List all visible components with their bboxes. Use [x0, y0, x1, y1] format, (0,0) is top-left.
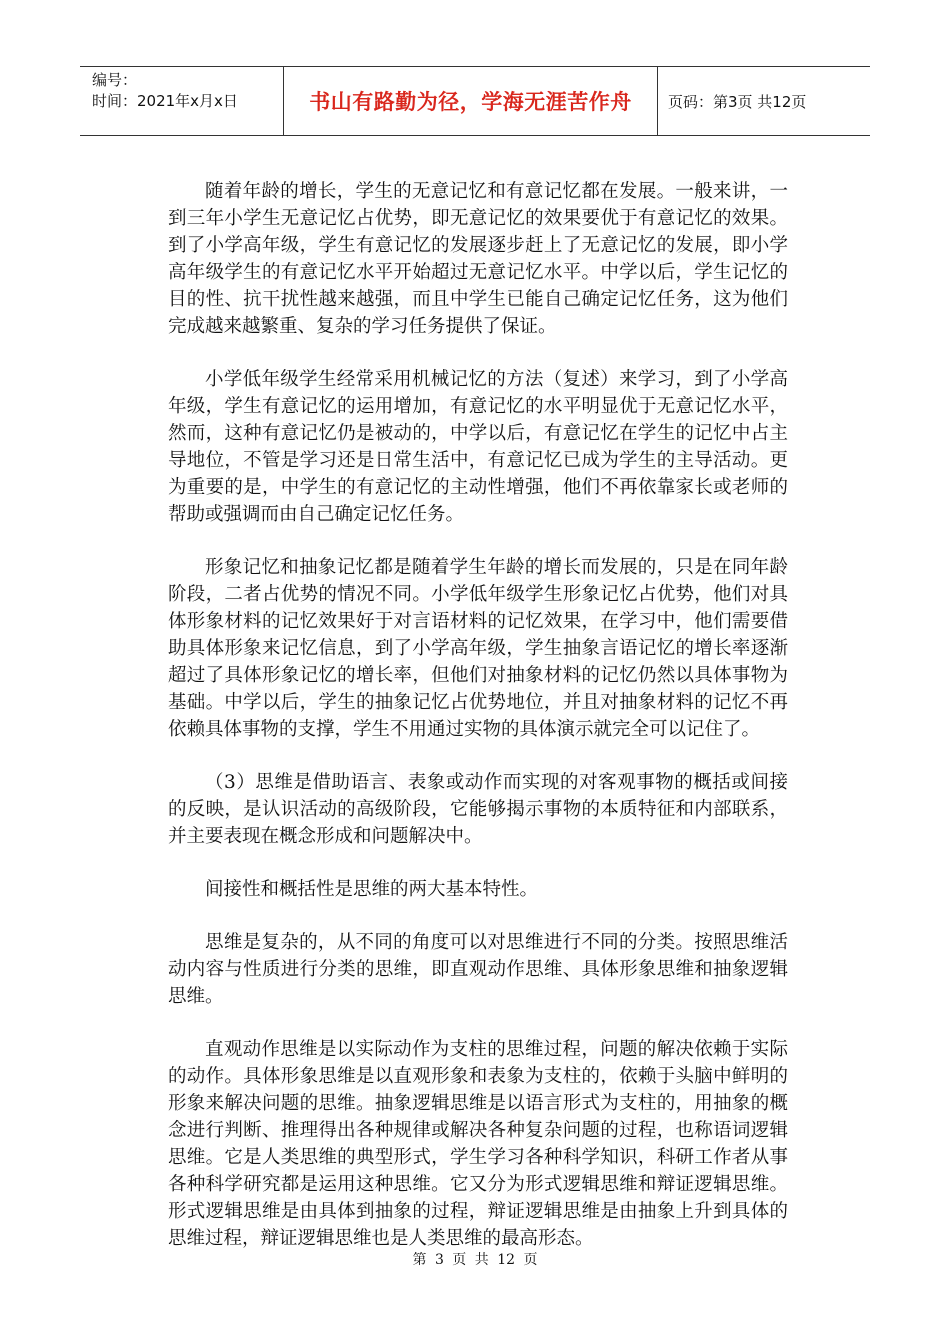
header-page-code: 页码：第3页 共12页	[668, 92, 807, 111]
document-date-label: 时间：2021年x月x日	[92, 92, 238, 110]
paragraph-intentional-memory: 小学低年级学生经常采用机械记忆的方法（复述）来学习，到了小学高年级，学生有意记忆的运用增加，有意记忆的水平明显优于无意记忆水平，然而，这种有意记忆仍是被动的，中学以后，有意记忆在学生的记忆中占主导地位，不管是学习还是日常生活中，有意记忆已成为学生的主导活动。更为重要的是，中学生的有意记忆的主动性增强，他们不再依靠家长或老师的帮助或强调而由自己确定记忆任务。	[168, 369, 788, 525]
paragraph-memory-development: 随着年龄的增长，学生的无意记忆和有意记忆都在发展。一般来讲，一到三年小学生无意记忆占优势，即无意记忆的效果要优于有意记忆的效果。到了小学高年级，学生有意记忆的发展逐步赶上了无意记忆的发展，即小学高年级学生的有意记忆水平开始超过无意记忆水平。中学以后，学生记忆的目的性、抗干扰性越来越强，而且中学生已能自己确定记忆任务，这为他们完成越来越繁重、复杂的学习任务提供了保证。	[168, 181, 788, 337]
paragraph-image-abstract-memory: 形象记忆和抽象记忆都是随着学生年龄的增长而发展的，只是在同年龄阶段，二者占优势的情况不同。小学低年级学生形象记忆占优势，他们对具体形象材料的记忆效果好于对言语材料的记忆效果，在学习中，他们需要借助具体形象来记忆信息，到了小学高年级，学生抽象言语记忆的增长率逐渐超过了具体形象记忆的增长率，但他们对抽象材料的记忆仍然以具体事物为基础。中学以后，学生的抽象记忆占优势地位，并且对抽象材料的记忆不再依赖具体事物的支撑，学生不用通过实物的具体演示就完全可以记住了。	[168, 557, 788, 740]
paragraph-thinking-properties: 间接性和概括性是思维的两大基本特性。	[205, 879, 539, 900]
paragraph-thinking-types: 直观动作思维是以实际动作为支柱的思维过程，问题的解决依赖于实际的动作。具体形象思维是以直观形象和表象为支柱的，依赖于头脑中鲜明的形象来解决问题的思维。抽象逻辑思维是以语言形式为支柱的，用抽象的概念进行判断、推理得出各种规律或解决各种复杂问题的过程，也称语词逻辑思维。它是人类思维的典型形式，学生学习各种科学知识，科研工作者从事各种科学研究都是运用这种思维。它又分为形式逻辑思维和辩证逻辑思维。形式逻辑思维是由具体到抽象的过程，辩证逻辑思维是由抽象上升到具体的思维过程，辩证逻辑思维也是人类思维的最高形态。	[168, 1039, 788, 1249]
document-number-label: 编号：	[92, 71, 138, 89]
header-motto: 书山有路勤为径，学海无涯苦作舟	[284, 67, 658, 135]
paragraph-thinking-classification: 思维是复杂的，从不同的角度可以对思维进行不同的分类。按照思维活动内容与性质进行分类的思维，即直观动作思维、具体形象思维和抽象逻辑思维。	[168, 932, 788, 1007]
document-body	[168, 178, 788, 1278]
paragraph-thinking-definition: （3）思维是借助语言、表象或动作而实现的对客观事物的概括或间接的反映，是认识活动的高级阶段，它能够揭示事物的本质特征和内部联系，并主要表现在概念形成和问题解决中。	[168, 772, 788, 847]
page-footer: 第 3 页 共 12 页	[412, 1252, 538, 1268]
header-meta-cell	[80, 67, 284, 135]
page-header	[80, 66, 870, 136]
